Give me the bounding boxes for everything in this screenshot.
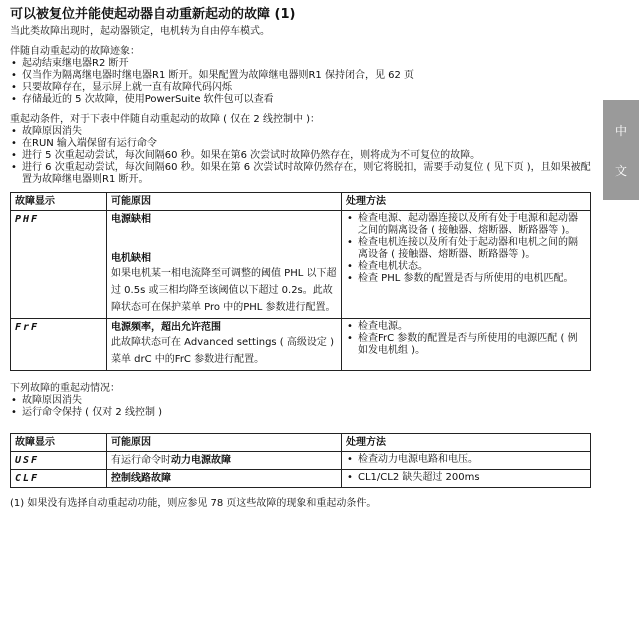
list-item: • 在RUN 输入端保留有运行命令: [22, 138, 595, 150]
table-header-row: [11, 193, 591, 211]
list-item: • 故障原因消失: [22, 126, 595, 138]
accompany-list: [10, 58, 595, 106]
action-list: [346, 213, 586, 285]
list-item: • 仅当作为隔离继电器时继电器R1 断开。如果配置为故障继电器则R1 保持闭合，见 62 页: [22, 70, 595, 82]
column-header: 处理方法: [342, 193, 591, 211]
action-cell: [342, 470, 591, 488]
list-item: • 检查电机状态。: [358, 261, 586, 273]
fault-table-1: [10, 192, 591, 371]
table-row: [11, 211, 591, 319]
fault-table-2: [10, 433, 591, 488]
cause-title: 电源频率，超出允许范围: [111, 322, 221, 333]
accompany-heading: 伴随自动重起动的故障迹象：: [10, 46, 140, 57]
cause-title: 电源缺相: [111, 214, 151, 225]
table-row: [11, 452, 591, 470]
side-tab-char: 文: [614, 163, 627, 178]
language-side-tab: [603, 100, 639, 200]
cause-title: 控制线路故障: [111, 473, 171, 484]
restart2-list: [10, 395, 595, 419]
column-header: 处理方法: [342, 434, 591, 452]
column-header: 可能原因: [107, 193, 342, 211]
page-title: 可以被复位并能使起动器自动重新起动的故障 (1): [10, 7, 296, 22]
list-item: • 进行 5 次重起动尝试，每次间隔60 秒。如果在第6 次尝试时故障仍然存在，则将成为不可复位的故障。: [22, 150, 595, 162]
cause-text: 此故障状态可在 Advanced settings ( 高级设定 ) 菜单 drC 中的FrC 参数进行配置。: [111, 337, 334, 365]
column-header: 故障显示: [11, 193, 107, 211]
action-cell: [342, 211, 591, 319]
list-item: • 只要故障存在，显示屏上就一直有故障代码闪烁: [22, 82, 595, 94]
table-row: [11, 319, 591, 371]
list-item: • 检查 PHL 参数的配置是否与所使用的电机匹配。: [358, 273, 586, 285]
document-page: [10, 6, 595, 520]
fault-code: CLF: [11, 470, 107, 488]
fault-code: USF: [11, 452, 107, 470]
cause-cell: [107, 452, 342, 470]
list-item: • 起动结束继电器R2 断开: [22, 58, 595, 70]
side-tab-char: 中: [614, 123, 627, 138]
restart2-heading: 下列故障的重起动情况：: [10, 383, 120, 394]
table-row: [11, 470, 591, 488]
list-item: • 检查电源、起动器连接以及所有处于电源和起动器之间的隔离设备 ( 接触器、熔断器、断路器等 )。: [358, 213, 586, 237]
fault-code: FrF: [11, 319, 107, 371]
restart-list: [10, 126, 595, 186]
intro-text: 当此类故障出现时，起动器锁定，电机转为自由停车模式。: [10, 26, 270, 37]
cause-text: 如果电机某一相电流降至可调整的阈值 PHL 以下超过 0.5s 或三相均降至该阈值以下超过 0.2s。此故障状态可在保护菜单 Pro 中的PHL 参数进行配置。: [111, 268, 337, 313]
column-header: 故障显示: [11, 434, 107, 452]
cause-prefix: 有运行命令时: [111, 455, 171, 466]
list-item: • 运行命令保持 ( 仅对 2 线控制 ): [22, 407, 595, 419]
action-cell: [342, 452, 591, 470]
list-item: • 检查电机连接以及所有处于起动器和电机之间的隔离设备 ( 接触器、熔断器、断路器等 )。: [358, 237, 586, 261]
table-header-row: [11, 434, 591, 452]
action-list: [346, 454, 586, 466]
column-header: 可能原因: [107, 434, 342, 452]
cause-cell: [107, 470, 342, 488]
fault-code: PHF: [11, 211, 107, 319]
action-cell: [342, 319, 591, 371]
action-list: [346, 472, 586, 484]
list-item: • CL1/CL2 缺失超过 200ms: [358, 472, 586, 484]
restart-heading: 重起动条件，对于下表中伴随自动重起动的故障 ( 仅在 2 线控制中 )：: [10, 114, 321, 125]
footnote: (1) 如果没有选择自动重起动功能，则应参见 78 页这些故障的现象和重起动条件。: [10, 498, 377, 509]
list-item: • 检查动力电源电路和电压。: [358, 454, 586, 466]
cause-title: 电机缺相: [111, 253, 151, 264]
list-item: • 故障原因消失: [22, 395, 595, 407]
action-list: [346, 321, 586, 357]
list-item: • 进行 6 次重起动尝试，每次间隔60 秒。如果在第 6 次尝试时故障仍然存在，则它将脱扣，需要手动复位 ( 见下页 )，且如果被配置为故障继电器则R1 断开。: [22, 162, 595, 186]
list-item: • 存储最近的 5 次故障，使用PowerSuite 软件包可以查看: [22, 94, 595, 106]
list-item: • 检查电源。: [358, 321, 586, 333]
cause-title: 动力电源故障: [171, 455, 231, 466]
cause-cell: [107, 319, 342, 371]
cause-cell: [107, 211, 342, 319]
list-item: • 检查FrC 参数的配置是否与所使用的电源匹配 ( 例如发电机组 )。: [358, 333, 586, 357]
